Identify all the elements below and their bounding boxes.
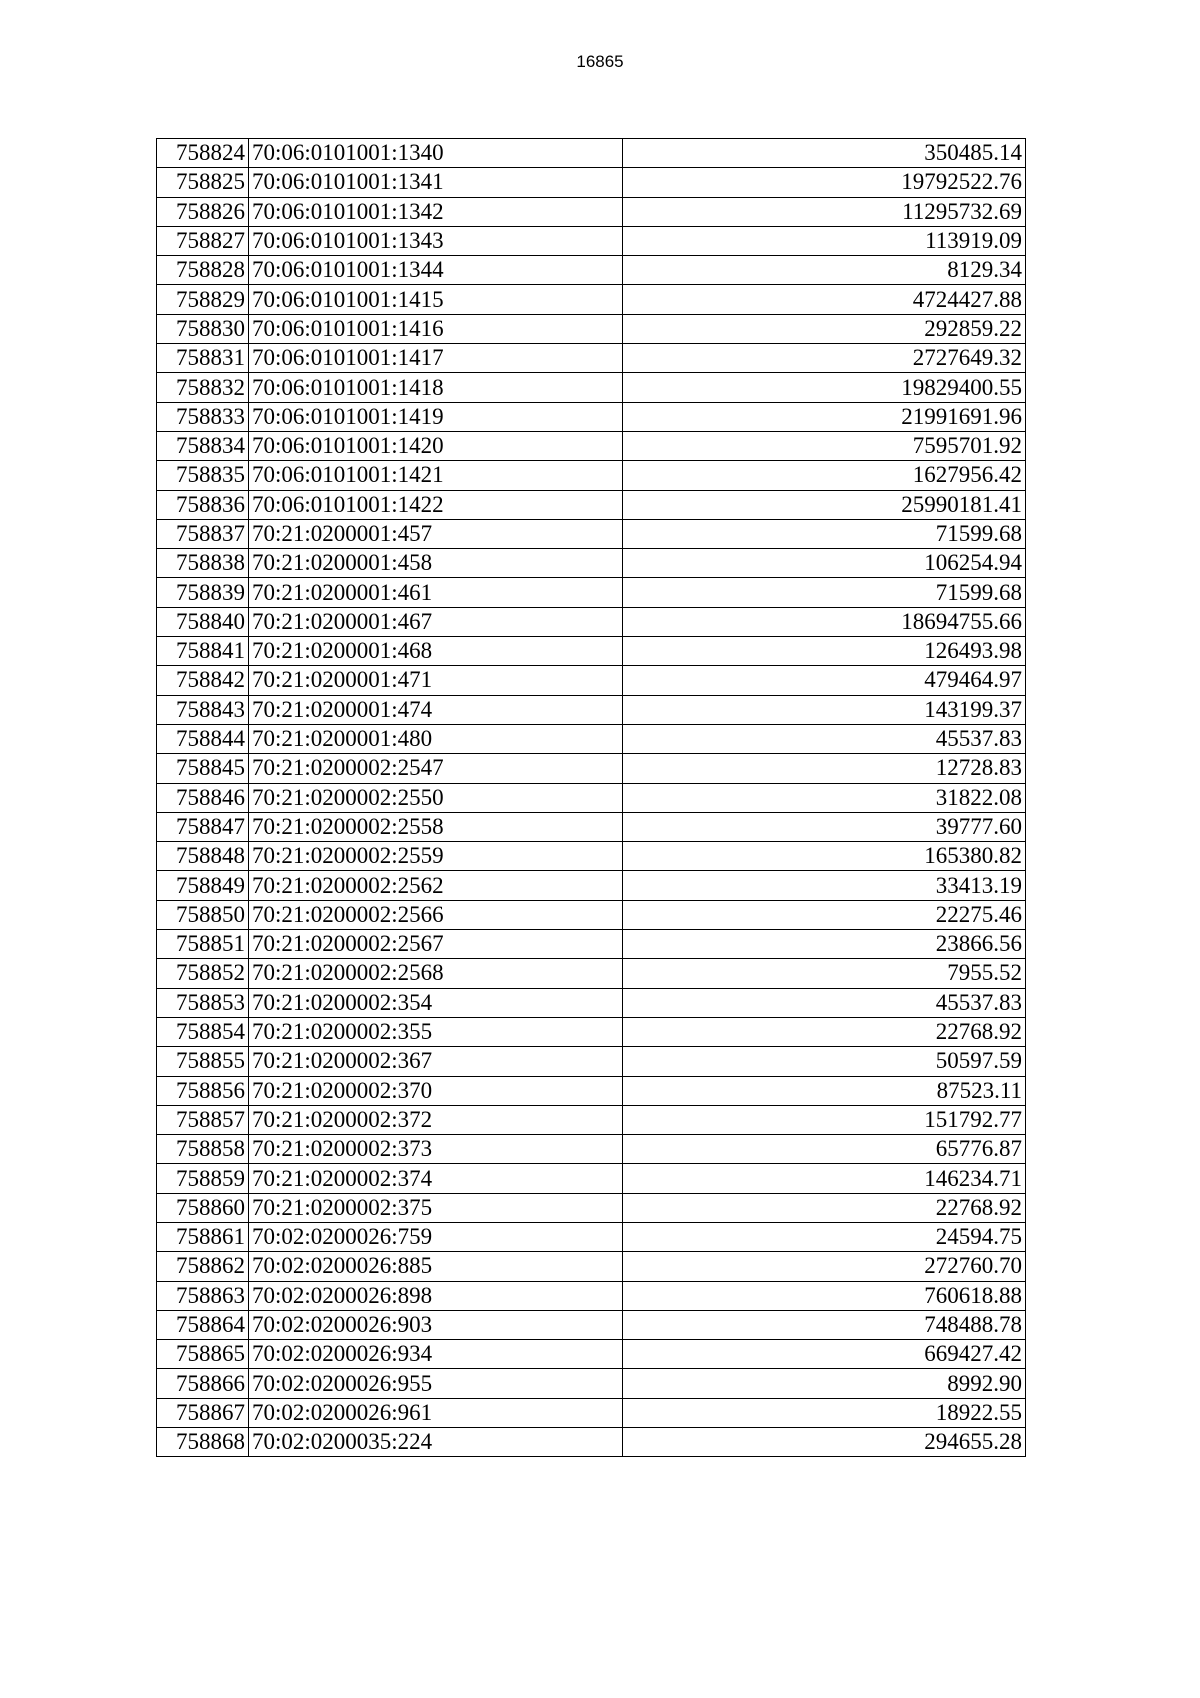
row-id-cell: 758860 [157, 1193, 249, 1222]
page-number: 16865 [576, 52, 624, 71]
table-row [157, 1398, 1026, 1427]
value-cell: 23866.56 [623, 930, 1026, 959]
table-row [157, 754, 1026, 783]
row-id-cell: 758849 [157, 871, 249, 900]
value-cell: 1627956.42 [623, 461, 1026, 490]
cadastral-number-cell: 70:02:0200026:903 [249, 1310, 623, 1339]
value-cell: 45537.83 [623, 988, 1026, 1017]
value-cell: 31822.08 [623, 783, 1026, 812]
value-cell: 272760.70 [623, 1252, 1026, 1281]
cadastral-number-cell: 70:21:0200002:354 [249, 988, 623, 1017]
cadastral-number-cell: 70:21:0200002:2558 [249, 812, 623, 841]
cadastral-number-cell: 70:21:0200001:458 [249, 549, 623, 578]
row-id-cell: 758859 [157, 1164, 249, 1193]
table-row [157, 1047, 1026, 1076]
table-row [157, 490, 1026, 519]
cadastral-number-cell: 70:21:0200001:461 [249, 578, 623, 607]
value-cell: 748488.78 [623, 1310, 1026, 1339]
table-row [157, 168, 1026, 197]
value-cell: 151792.77 [623, 1105, 1026, 1134]
row-id-cell: 758868 [157, 1428, 249, 1457]
row-id-cell: 758850 [157, 900, 249, 929]
row-id-cell: 758847 [157, 812, 249, 841]
cadastral-number-cell: 70:06:0101001:1420 [249, 431, 623, 460]
row-id-cell: 758829 [157, 285, 249, 314]
row-id-cell: 758843 [157, 695, 249, 724]
cadastral-number-cell: 70:06:0101001:1422 [249, 490, 623, 519]
cadastral-number-cell: 70:02:0200035:224 [249, 1428, 623, 1457]
value-cell: 11295732.69 [623, 197, 1026, 226]
value-cell: 25990181.41 [623, 490, 1026, 519]
row-id-cell: 758845 [157, 754, 249, 783]
value-cell: 669427.42 [623, 1340, 1026, 1369]
value-cell: 479464.97 [623, 666, 1026, 695]
cadastral-number-cell: 70:21:0200001:457 [249, 519, 623, 548]
value-cell: 12728.83 [623, 754, 1026, 783]
value-cell: 106254.94 [623, 549, 1026, 578]
value-cell: 71599.68 [623, 578, 1026, 607]
cadastral-number-cell: 70:02:0200026:961 [249, 1398, 623, 1427]
row-id-cell: 758838 [157, 549, 249, 578]
table-row [157, 578, 1026, 607]
cadastral-number-cell: 70:06:0101001:1417 [249, 344, 623, 373]
cadastral-number-cell: 70:06:0101001:1421 [249, 461, 623, 490]
row-id-cell: 758852 [157, 959, 249, 988]
table-row [157, 314, 1026, 343]
table-row [157, 285, 1026, 314]
row-id-cell: 758828 [157, 256, 249, 285]
cadastral-number-cell: 70:21:0200001:480 [249, 724, 623, 753]
cadastral-number-cell: 70:21:0200002:2559 [249, 842, 623, 871]
cadastral-number-cell: 70:21:0200001:471 [249, 666, 623, 695]
cadastral-number-cell: 70:06:0101001:1340 [249, 139, 623, 168]
table-row [157, 900, 1026, 929]
row-id-cell: 758846 [157, 783, 249, 812]
row-id-cell: 758864 [157, 1310, 249, 1339]
row-id-cell: 758854 [157, 1017, 249, 1046]
value-cell: 760618.88 [623, 1281, 1026, 1310]
row-id-cell: 758856 [157, 1076, 249, 1105]
cadastral-number-cell: 70:21:0200002:373 [249, 1135, 623, 1164]
table-row [157, 812, 1026, 841]
table-body [157, 139, 1026, 1457]
row-id-cell: 758865 [157, 1340, 249, 1369]
cadastral-number-cell: 70:02:0200026:934 [249, 1340, 623, 1369]
value-cell: 87523.11 [623, 1076, 1026, 1105]
cadastral-number-cell: 70:06:0101001:1344 [249, 256, 623, 285]
cadastral-number-cell: 70:06:0101001:1419 [249, 402, 623, 431]
table-row [157, 695, 1026, 724]
row-id-cell: 758851 [157, 930, 249, 959]
row-id-cell: 758830 [157, 314, 249, 343]
table-row [157, 344, 1026, 373]
value-cell: 18694755.66 [623, 607, 1026, 636]
table-row [157, 197, 1026, 226]
value-cell: 33413.19 [623, 871, 1026, 900]
table-row [157, 431, 1026, 460]
value-cell: 7955.52 [623, 959, 1026, 988]
row-id-cell: 758863 [157, 1281, 249, 1310]
value-cell: 2727649.32 [623, 344, 1026, 373]
table-row [157, 1105, 1026, 1134]
value-cell: 294655.28 [623, 1428, 1026, 1457]
value-cell: 19829400.55 [623, 373, 1026, 402]
table-row [157, 1340, 1026, 1369]
table-row [157, 461, 1026, 490]
table-row [157, 1310, 1026, 1339]
row-id-cell: 758858 [157, 1135, 249, 1164]
row-id-cell: 758867 [157, 1398, 249, 1427]
cadastral-number-cell: 70:06:0101001:1341 [249, 168, 623, 197]
value-cell: 21991691.96 [623, 402, 1026, 431]
cadastral-number-cell: 70:02:0200026:885 [249, 1252, 623, 1281]
value-cell: 18922.55 [623, 1398, 1026, 1427]
value-cell: 350485.14 [623, 139, 1026, 168]
row-id-cell: 758842 [157, 666, 249, 695]
cadastral-number-cell: 70:21:0200002:2550 [249, 783, 623, 812]
row-id-cell: 758840 [157, 607, 249, 636]
value-cell: 71599.68 [623, 519, 1026, 548]
cadastral-number-cell: 70:06:0101001:1415 [249, 285, 623, 314]
table-row [157, 1222, 1026, 1251]
cadastral-number-cell: 70:21:0200002:367 [249, 1047, 623, 1076]
cadastral-number-cell: 70:21:0200002:2566 [249, 900, 623, 929]
row-id-cell: 758825 [157, 168, 249, 197]
row-id-cell: 758844 [157, 724, 249, 753]
cadastral-number-cell: 70:06:0101001:1416 [249, 314, 623, 343]
table-row [157, 988, 1026, 1017]
cadastral-number-cell: 70:21:0200002:374 [249, 1164, 623, 1193]
cadastral-number-cell: 70:02:0200026:955 [249, 1369, 623, 1398]
table-row [157, 1164, 1026, 1193]
cadastral-number-cell: 70:06:0101001:1343 [249, 226, 623, 255]
cadastral-number-cell: 70:21:0200002:2547 [249, 754, 623, 783]
cadastral-number-cell: 70:21:0200002:2562 [249, 871, 623, 900]
table-row [157, 842, 1026, 871]
table-row [157, 637, 1026, 666]
cadastral-number-cell: 70:21:0200002:370 [249, 1076, 623, 1105]
value-cell: 7595701.92 [623, 431, 1026, 460]
table-row [157, 607, 1026, 636]
table-row [157, 1135, 1026, 1164]
row-id-cell: 758848 [157, 842, 249, 871]
row-id-cell: 758835 [157, 461, 249, 490]
row-id-cell: 758841 [157, 637, 249, 666]
row-id-cell: 758839 [157, 578, 249, 607]
cadastral-number-cell: 70:21:0200001:474 [249, 695, 623, 724]
table-row [157, 256, 1026, 285]
table-row [157, 1252, 1026, 1281]
table-row [157, 1428, 1026, 1457]
cadastral-number-cell: 70:21:0200001:467 [249, 607, 623, 636]
cadastral-number-cell: 70:06:0101001:1342 [249, 197, 623, 226]
row-id-cell: 758827 [157, 226, 249, 255]
table-row [157, 1193, 1026, 1222]
value-cell: 146234.71 [623, 1164, 1026, 1193]
cadastral-number-cell: 70:21:0200002:375 [249, 1193, 623, 1222]
cadastral-value-table [156, 138, 1026, 1457]
value-cell: 8129.34 [623, 256, 1026, 285]
value-cell: 113919.09 [623, 226, 1026, 255]
cadastral-number-cell: 70:06:0101001:1418 [249, 373, 623, 402]
cadastral-number-cell: 70:21:0200002:372 [249, 1105, 623, 1134]
row-id-cell: 758824 [157, 139, 249, 168]
value-cell: 165380.82 [623, 842, 1026, 871]
cadastral-number-cell: 70:21:0200002:2567 [249, 930, 623, 959]
cadastral-number-cell: 70:21:0200002:355 [249, 1017, 623, 1046]
table-row [157, 1369, 1026, 1398]
row-id-cell: 758853 [157, 988, 249, 1017]
cadastral-number-cell: 70:02:0200026:898 [249, 1281, 623, 1310]
table-row [157, 666, 1026, 695]
cadastral-number-cell: 70:21:0200001:468 [249, 637, 623, 666]
table-row [157, 724, 1026, 753]
row-id-cell: 758866 [157, 1369, 249, 1398]
value-cell: 45537.83 [623, 724, 1026, 753]
row-id-cell: 758861 [157, 1222, 249, 1251]
row-id-cell: 758837 [157, 519, 249, 548]
row-id-cell: 758834 [157, 431, 249, 460]
value-cell: 22275.46 [623, 900, 1026, 929]
value-cell: 19792522.76 [623, 168, 1026, 197]
value-cell: 143199.37 [623, 695, 1026, 724]
value-cell: 8992.90 [623, 1369, 1026, 1398]
table-row [157, 226, 1026, 255]
table-row [157, 930, 1026, 959]
value-cell: 50597.59 [623, 1047, 1026, 1076]
row-id-cell: 758826 [157, 197, 249, 226]
table-row [157, 549, 1026, 578]
value-cell: 292859.22 [623, 314, 1026, 343]
table-row [157, 1017, 1026, 1046]
cadastral-number-cell: 70:21:0200002:2568 [249, 959, 623, 988]
table-row [157, 402, 1026, 431]
row-id-cell: 758836 [157, 490, 249, 519]
value-cell: 4724427.88 [623, 285, 1026, 314]
table-row [157, 519, 1026, 548]
cadastral-number-cell: 70:02:0200026:759 [249, 1222, 623, 1251]
table-row [157, 139, 1026, 168]
row-id-cell: 758831 [157, 344, 249, 373]
value-cell: 24594.75 [623, 1222, 1026, 1251]
row-id-cell: 758855 [157, 1047, 249, 1076]
value-cell: 22768.92 [623, 1193, 1026, 1222]
row-id-cell: 758857 [157, 1105, 249, 1134]
table-row [157, 783, 1026, 812]
row-id-cell: 758832 [157, 373, 249, 402]
row-id-cell: 758833 [157, 402, 249, 431]
value-cell: 126493.98 [623, 637, 1026, 666]
table-row [157, 373, 1026, 402]
value-cell: 22768.92 [623, 1017, 1026, 1046]
row-id-cell: 758862 [157, 1252, 249, 1281]
table-row [157, 871, 1026, 900]
table-row [157, 959, 1026, 988]
value-cell: 39777.60 [623, 812, 1026, 841]
table-row [157, 1076, 1026, 1105]
table-row [157, 1281, 1026, 1310]
value-cell: 65776.87 [623, 1135, 1026, 1164]
